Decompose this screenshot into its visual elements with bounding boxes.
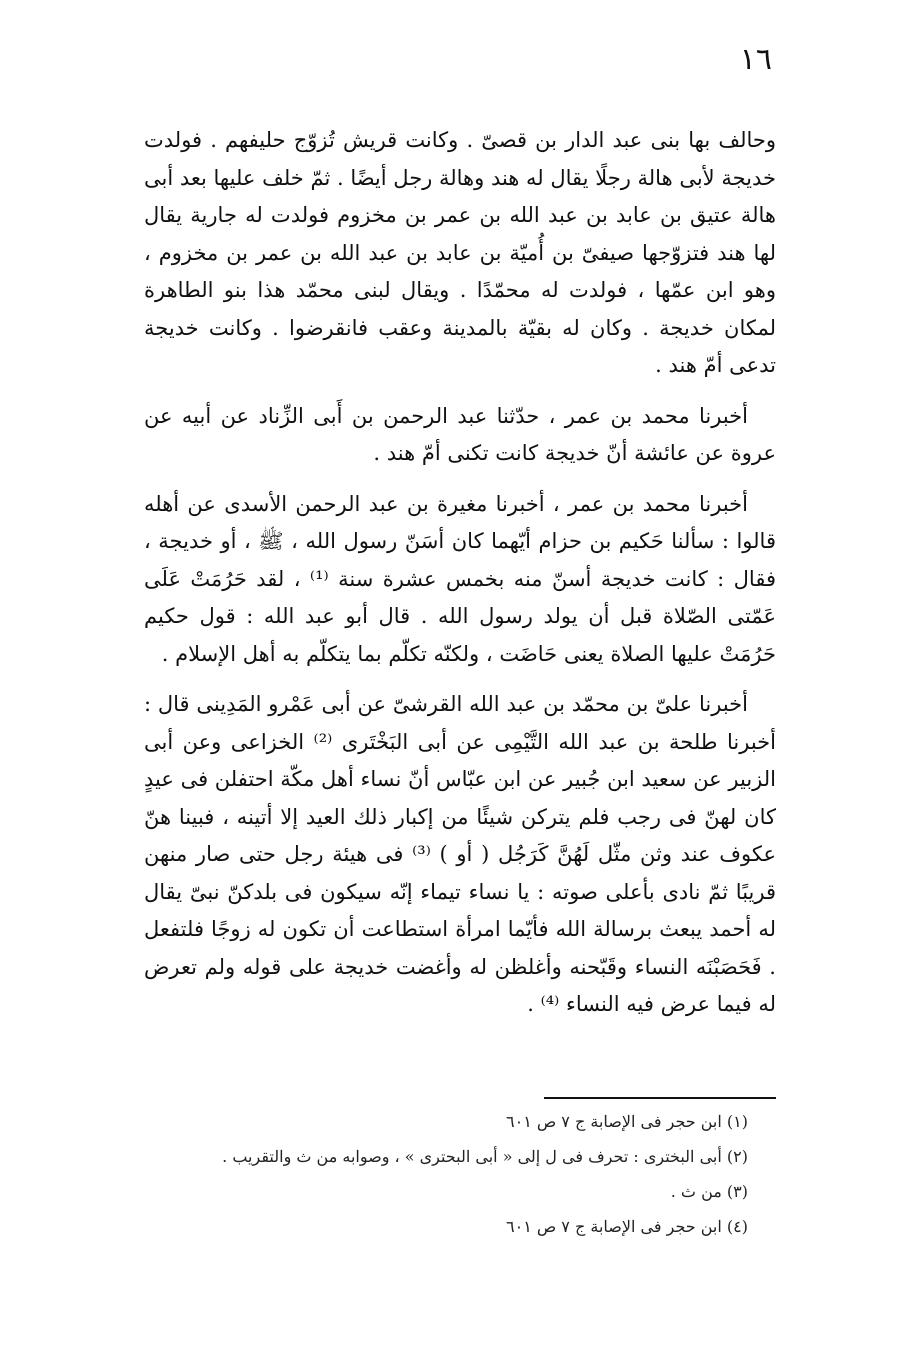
- footnote-3: (٣) من ث .: [670, 1182, 748, 1201]
- footnote-4: (٤) ابن حجر فى الإصابة ج ٧ ص ٦٠١: [506, 1217, 748, 1236]
- main-text: [144, 122, 776, 1037]
- paragraph-3: أخبرنا محمد بن عمر ، أخبرنا مغيرة بن عبد الرحمن الأسدى عن أهله قالوا : سألنا حَكيم بن حزام أيّهما كان أسَنّ رسول الله ، ﷺ ، أو خديجة ، فقال : كانت خديجة أسنّ منه بخمس عشرة سنة ⁽¹⁾ ، لقد حَرُمَتْ عَلَى عَمّتى الصّلاة قبل أن يولد رسول الله . قال أبو عبد الله : قول حكيم حَرُمَتْ عليها الصلاة يعنى حَاضَت ، ولكنّه تكلّم بما يتكلّم به أهل الإسلام .: [144, 491, 776, 666]
- paragraph-1: وحالف بها بنى عبد الدار بن قصىّ . وكانت قريش تُزوّج حليفهم . فولدت خديجة لأبى هالة رجلًا يقال له هند وهالة رجل أيضًا . ثمّ خلف عليها بعد أبى هالة عتيق بن عابد بن عبد الله بن عمر بن مخزوم فولدت له جارية يقال لها هند فتزوّجها صيفىّ بن أُميّة بن عابد بن عبد الله بن عمر بن مخزوم ، وهو ابن عمّها ، فولدت له محمّدًا . ويقال لبنى محمّد هذا بنو الطاهرة لمكان خديجة . وكان له بقيّة بالمدينة وعقب فانقرضوا . وكانت خديجة تدعى أمّ هند .: [144, 128, 776, 377]
- footnote-2: (٢) أبى البخترى : تحرف فى ل إلى « أبى البحترى » ، وصوابه من ث والتقريب .: [222, 1147, 748, 1166]
- paragraph-2: أخبرنا محمد بن عمر ، حدّثنا عبد الرحمن بن أَبى الزِّناد عن أبيه عن عروة عن عائشة أنّ خديجة كانت تكنى أمّ هند .: [144, 403, 776, 465]
- footnote-separator: [544, 1097, 776, 1099]
- page-number: ١٦: [739, 42, 772, 77]
- paragraph-4: أخبرنا علىّ بن محمّد بن عبد الله القرشىّ عن أبى عَمْرو المَدِينى قال : أخبرنا طلحة بن عبد الله التَّيْمِى عن أبى البَخْتَرى ⁽²⁾ الخزاعى وعن أبى الزبير عن سعيد ابن جُبير عن ابن عبّاس أنّ نساء أهل مكّة احتفلن فى عيدٍ كان لهنّ فى رجب فلم يتركن شيئًا من إكبار ذلك العيد إلا أتينه ، فبينا هنّ عكوف عند وثن مثّل لَهُنَّ كَرَجُل ( أو ) ⁽³⁾ فى هيئة رجل حتى صار منهن قريبًا ثمّ نادى بأعلى صوته : يا نساء تيماء إنّه سيكون فى بلدكنّ نبىّ يقال له أحمد يبعث برسالة الله فأيّما امرأة استطاعت أن تكون له زوجًا فلتفعل . فَحَصَبْنَه النساء وقَبّحنه وأغلظن له وأغضت خديجة على قوله ولم تعرض له فيما عرض فيه النساء ⁽⁴⁾ .: [144, 692, 776, 1016]
- footnotes: [148, 1104, 748, 1244]
- footnote-1: (١) ابن حجر فى الإصابة ج ٧ ص ٦٠١: [506, 1112, 748, 1131]
